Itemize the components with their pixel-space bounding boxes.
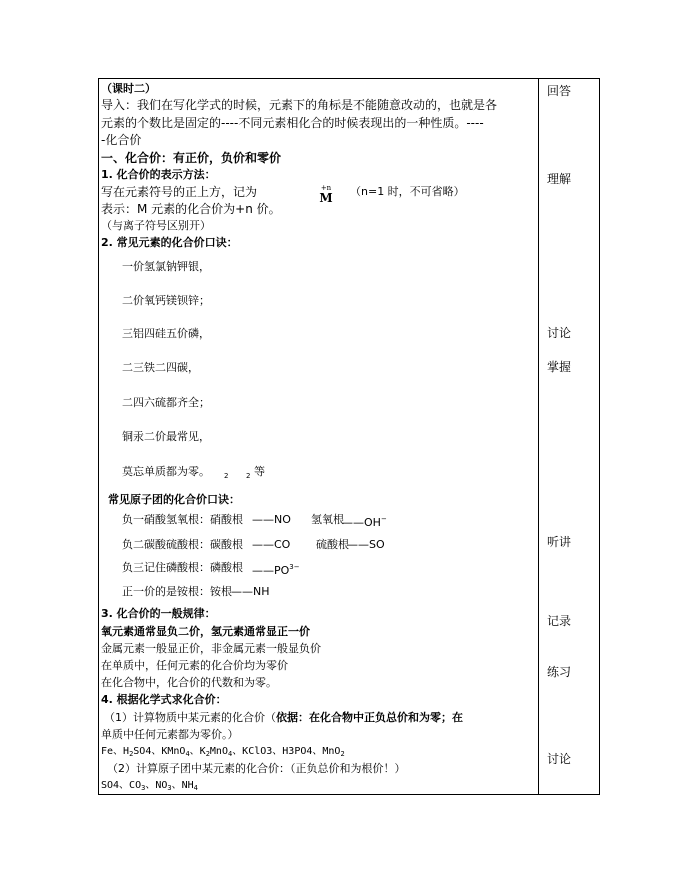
column-divider bbox=[538, 78, 539, 795]
formula-text: SO4、KMnO bbox=[133, 746, 186, 757]
rule-line: 金属元素一般显正价，非金属元素一般显负价 bbox=[101, 642, 321, 655]
mnemonic-line: 二三铁二四碳， bbox=[122, 361, 199, 374]
radical-rule-label: 正一价的是铵根：铵根 bbox=[122, 585, 232, 598]
mnemonic-subscript: 2 bbox=[246, 472, 251, 480]
mnemonic-subscript: 2 bbox=[224, 472, 229, 480]
formula-text: 、KClO3、H3PO4、MnO bbox=[232, 746, 341, 757]
mnemonic-line: 莫忘单质都为零。 bbox=[122, 465, 210, 478]
formula-subscript: 2 bbox=[205, 750, 210, 758]
side-note-listen: 听讲 bbox=[547, 535, 572, 549]
formula-subscript: 2 bbox=[340, 750, 345, 758]
intro-line-3: -化合价 bbox=[101, 133, 142, 147]
radical-formula bbox=[252, 561, 300, 577]
phosphate-charge: 3− bbox=[289, 563, 300, 571]
radical-formula: ——SO bbox=[347, 538, 385, 551]
side-note-practice: 练习 bbox=[547, 665, 572, 679]
radical-name: 氢氧根 bbox=[311, 513, 344, 526]
side-note-answer: 回答 bbox=[547, 84, 572, 98]
formula-subscript: 3 bbox=[167, 784, 172, 792]
mnemonic-etc: 等 bbox=[254, 465, 265, 478]
calc-1-formulas bbox=[101, 745, 345, 761]
formula-text: MnO bbox=[209, 746, 228, 757]
formula-subscript: 4 bbox=[227, 750, 233, 758]
formula-text: 、NH bbox=[171, 780, 194, 791]
mnemonic-line: 一价氢氯钠钾银， bbox=[122, 260, 210, 273]
rule-line: 氧元素通常显负二价，氢元素通常显正一价 bbox=[101, 625, 310, 638]
rule-line: 在化合物中，化合价的代数和为零。 bbox=[101, 676, 277, 689]
side-note-understand: 理解 bbox=[547, 172, 572, 186]
representation-line-1: 写在元素符号的正上方，记为 bbox=[101, 185, 258, 199]
intro-line-2: 元素的个数比是固定的----不同元素相化合的时候表现出的一种性质。---- bbox=[101, 116, 484, 130]
side-note-master: 掌握 bbox=[547, 360, 572, 374]
representation-line-3: （与离子符号区别开） bbox=[101, 219, 211, 232]
heading-rules: 3. 化合价的一般规律： bbox=[101, 607, 216, 620]
heading-representation: 1. 化合价的表示方法： bbox=[101, 168, 216, 181]
calc-1-line-2: 单质中任何元素都为零价。） bbox=[101, 728, 239, 741]
radical-formula: ——NO bbox=[252, 513, 291, 526]
hydroxide-charge: − bbox=[380, 515, 387, 523]
representation-line-2: 表示：M 元素的化合价为+n 价。 bbox=[101, 202, 281, 216]
formula-subscript: 4 bbox=[185, 750, 190, 758]
valence-symbol bbox=[319, 184, 333, 204]
phosphate-formula: ——PO bbox=[252, 564, 290, 577]
heading-radicals: 常见原子团的化合价口诀： bbox=[108, 493, 240, 506]
lesson-period: （课时二） bbox=[101, 82, 156, 95]
heading-calculate: 4. 根据化学式求化合价： bbox=[101, 693, 227, 706]
radical-rule-label: 负二碳酸硫酸根：碳酸根 bbox=[122, 538, 243, 551]
formula-text: 、NO bbox=[145, 780, 168, 791]
side-note-record: 记录 bbox=[547, 614, 572, 628]
valence-sign: +n bbox=[320, 184, 332, 192]
rule-line: 在单质中，任何元素的化合价均为零价 bbox=[101, 659, 288, 672]
formula-subscript: 2 bbox=[129, 750, 134, 758]
radical-name: 硫酸根 bbox=[316, 538, 349, 551]
calc-1-basis: 依据：在化合物中正负总价和为零；在 bbox=[276, 711, 463, 724]
mnemonic-line: 铜汞二价最常见， bbox=[122, 430, 210, 443]
representation-note: （n=1 时，不可省略） bbox=[350, 185, 465, 198]
radical-rule-label: 负三记住磷酸根：磷酸根 bbox=[122, 561, 243, 574]
hydroxide-formula: ——OH bbox=[342, 516, 381, 529]
calc-2-line: （2）计算原子团中某元素的化合价：（正负总价和为根价！） bbox=[107, 762, 406, 775]
radical-formula bbox=[342, 513, 387, 529]
mnemonic-line: 二价氧钙镁钡锌； bbox=[122, 294, 210, 307]
heading-mnemonic: 2. 常见元素的化合价口诀： bbox=[101, 236, 238, 249]
mnemonic-line: 二四六硫都齐全； bbox=[122, 396, 210, 409]
calc-1-intro: （1）计算物质中某元素的化合价（ bbox=[104, 711, 276, 724]
calc-1-line-1 bbox=[104, 711, 463, 724]
calc-2-formulas bbox=[101, 779, 198, 795]
formula-text: Fe、H bbox=[101, 746, 130, 757]
formula-subscript: 4 bbox=[193, 784, 198, 792]
radical-formula: ——CO bbox=[252, 538, 291, 551]
formula-subscript: 3 bbox=[141, 784, 146, 792]
valence-letter: M bbox=[319, 191, 333, 205]
side-note-discuss-2: 讨论 bbox=[547, 752, 572, 766]
radical-rule-label: 负一硝酸氢氧根：硝酸根 bbox=[122, 513, 243, 526]
section-heading-valence: 一、化合价：有正价，负价和零价 bbox=[101, 151, 282, 165]
mnemonic-line: 三铝四硅五价磷， bbox=[122, 327, 210, 340]
side-note-discuss: 讨论 bbox=[547, 326, 572, 340]
formula-text: SO4、CO bbox=[101, 780, 142, 791]
formula-text: 、K bbox=[189, 746, 206, 757]
intro-line-1: 导入：我们在写化学式的时候，元素下的角标是不能随意改动的，也就是各 bbox=[101, 98, 498, 112]
radical-formula: ——NH bbox=[231, 585, 270, 598]
